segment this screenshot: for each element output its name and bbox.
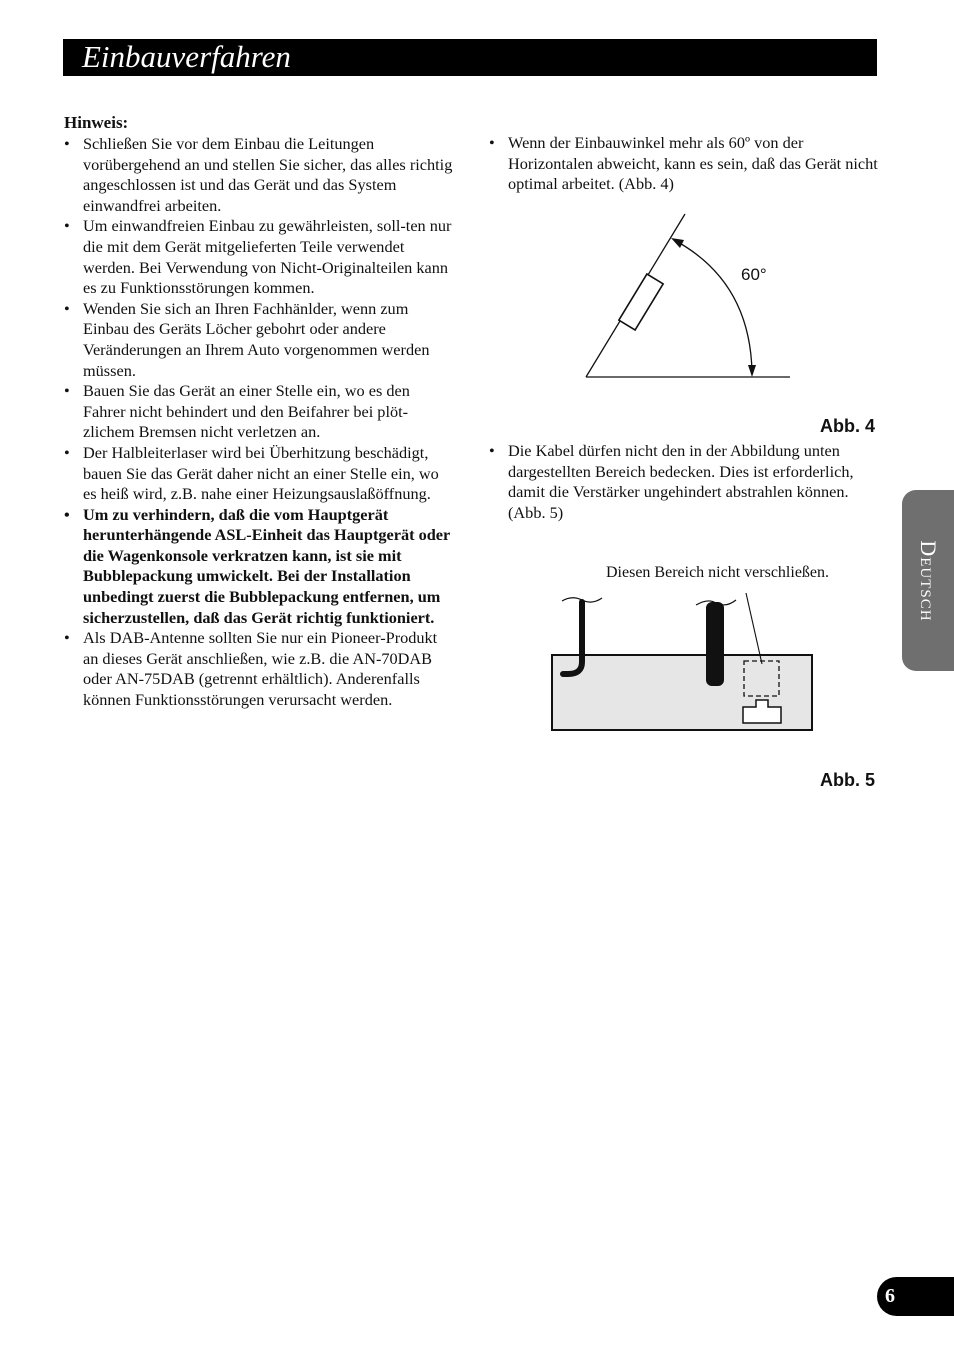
arrow-head-top bbox=[671, 238, 684, 248]
language-tab bbox=[902, 490, 954, 671]
angle-arc bbox=[676, 241, 752, 372]
thick-cable bbox=[706, 602, 724, 686]
list-item: • Der Halbleiterlaser wird bei Überhitzung beschädigt, bauen Sie das Gerät daher nicht an einer Stelle ein, wo es heiß wird, z.B. nahe einer Heizungsauslaßöffnung. bbox=[64, 443, 456, 505]
list-item: • Wenn der Einbauwinkel mehr als 60º von der Horizontalen abweicht, kann es sein, daß das Gerät nicht optimal arbeitet. (Abb. 4) bbox=[489, 133, 879, 195]
callout-leader-line bbox=[746, 593, 762, 664]
list-item: • Wenden Sie sich an Ihren Fachhänlder, wenn zum Einbau des Geräts Löcher gebohrt oder andere Veränderungen an Ihrem Auto vorgenommen werden müssen. bbox=[64, 299, 456, 381]
thin-cable-end bbox=[562, 598, 602, 602]
page-number: 6 bbox=[885, 1285, 895, 1307]
area-callout: Diesen Bereich nicht verschließen. bbox=[606, 564, 830, 581]
language-tab-label: Deutsch bbox=[916, 539, 941, 622]
hinweis-heading: Hinweis: bbox=[64, 113, 129, 132]
thick-cable-end bbox=[696, 600, 736, 605]
list-item: • Die Kabel dürfen nicht den in der Abbildung unten dargestellten Bereich bedecken. Dies ist erforderlich, damit die Verstärker ungehindert abstrahlen können. (Abb. 5) bbox=[489, 441, 879, 523]
right-list-2 bbox=[489, 441, 879, 523]
title-bar bbox=[63, 39, 877, 76]
right-list-1 bbox=[489, 133, 879, 195]
page-title: Einbauverfahren bbox=[82, 39, 291, 74]
arrow-head-bottom bbox=[748, 365, 756, 377]
right-column-bottom bbox=[489, 441, 879, 523]
hinweis-list bbox=[64, 134, 456, 711]
angle-label: 60° bbox=[741, 265, 767, 284]
unit-body bbox=[552, 655, 812, 730]
list-item: • Bauen Sie das Gerät an einer Stelle ein, wo es den Fahrer nicht behindert und den Beifahrer bei plöt-zlichem Bremsen nicht verletzen an. bbox=[64, 381, 456, 443]
page-number-badge bbox=[877, 1277, 954, 1316]
connector bbox=[743, 700, 781, 723]
thin-cable bbox=[563, 602, 582, 674]
list-item: • Schließen Sie vor dem Einbau die Leitungen vorübergehend an und stellen Sie sicher, das alles richtig angeschlossen ist und das Gerät und das System einwandfrei arbeiten. bbox=[64, 134, 456, 216]
slanted-line bbox=[586, 214, 685, 377]
left-column bbox=[64, 112, 456, 711]
figure-4-caption: Abb. 4 bbox=[820, 416, 876, 436]
figure-5-caption: Abb. 5 bbox=[820, 770, 876, 790]
restricted-area bbox=[744, 661, 779, 696]
list-item-bold: • Um zu verhindern, daß die vom Hauptgerät herunterhängende ASL-Einheit das Hauptgerät oder die Wagenkonsole verkratzen kann, ist sie mit Bubblepackung umwickelt. Bei der Installation unbedingt zuerst die Bubblepackung entfernen, um sicherzustellen, daß das Gerät richtig funktioniert. bbox=[64, 505, 456, 629]
list-item: • Als DAB-Antenne sollten Sie nur ein Pioneer-Produkt an dieses Gerät anschließen, wie z.B. die AN-70DAB oder AN-75DAB (getrennt erhältlich). Anderenfalls können Funktionsstörungen verursacht werden. bbox=[64, 628, 456, 710]
right-column-top bbox=[489, 133, 879, 195]
list-item: • Um einwandfreien Einbau zu gewährleisten, soll-ten nur die mit dem Gerät mitgelieferten Teile verwendet werden. Bei Verwendung von Nicht-Originalteilen kann es zu Funktionsstörungen kommen. bbox=[64, 216, 456, 298]
unit-rectangle bbox=[619, 274, 663, 330]
